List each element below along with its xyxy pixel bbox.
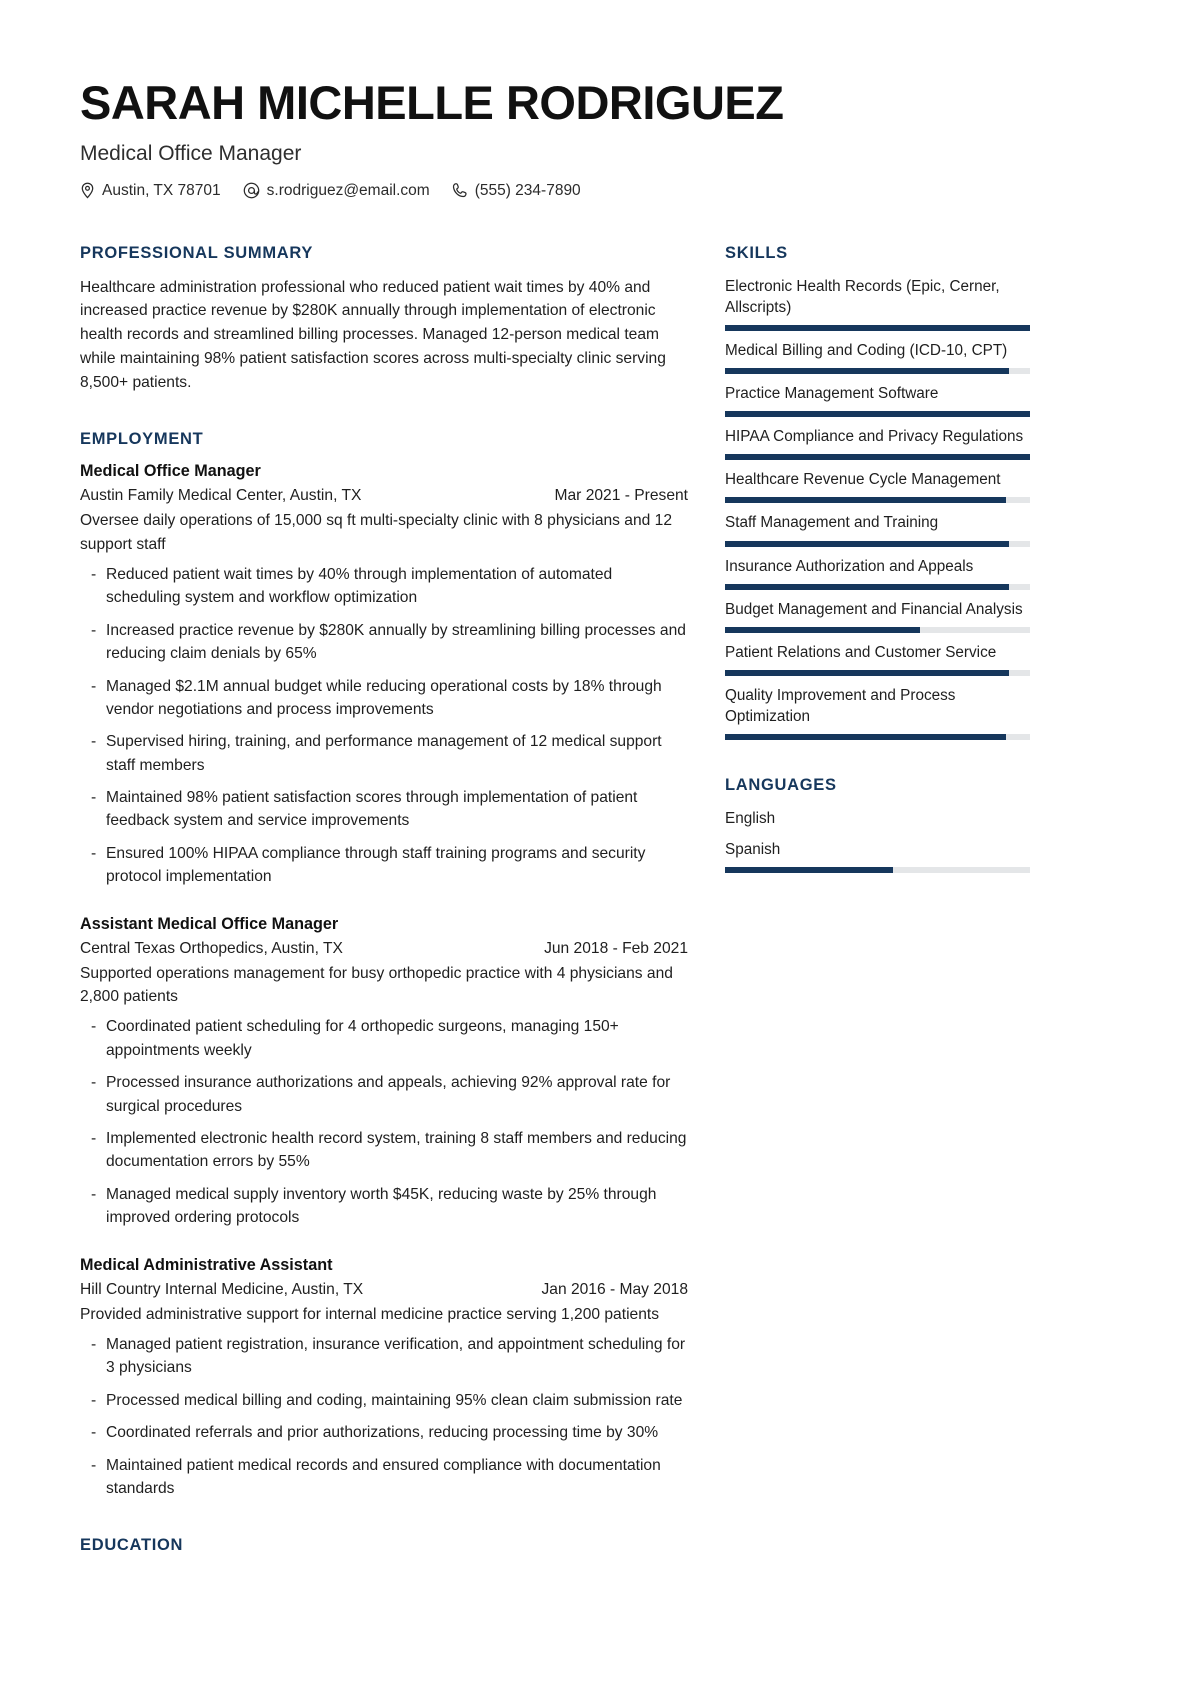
job-description: Supported operations management for busy orthopedic practice with 4 physicians and 2,800 patients [80, 964, 673, 1006]
job-bullets [80, 1333, 688, 1500]
skill-item [725, 599, 1030, 633]
skill-bar-track [725, 411, 1030, 417]
skill-bar-track [725, 454, 1030, 460]
skill-label: Electronic Health Records (Epic, Cerner, Allscripts) [725, 277, 1000, 316]
skill-bar-track [725, 584, 1030, 590]
language-bar-track [725, 867, 1030, 873]
location-text: Austin, TX 78701 [102, 181, 221, 199]
skill-bar-track [725, 670, 1030, 676]
section-education [80, 1536, 688, 1555]
job-description: Provided administrative support for internal medicine practice serving 1,200 patients [80, 1305, 660, 1323]
language-item [725, 808, 1030, 829]
section-professional-summary [80, 244, 688, 394]
location-pin-icon [80, 182, 95, 199]
phone-text: (555) 234-7890 [474, 181, 581, 199]
skill-bar-track [725, 368, 1030, 374]
skill-item [725, 340, 1030, 374]
resume-body [80, 244, 1120, 1592]
job-bullet: - Managed medical supply inventory worth $45K, reducing waste by 25% through improved ordering protocols [80, 1183, 688, 1230]
skill-bar-fill [725, 497, 1006, 503]
contact-location [80, 182, 221, 200]
job-bullet: - Ensured 100% HIPAA compliance through staff training programs and security protocol implementation [80, 842, 688, 889]
skill-bar-fill [725, 584, 1009, 590]
skill-bar-fill [725, 670, 1009, 676]
section-employment [80, 430, 688, 1500]
skill-bar-fill [725, 368, 1009, 374]
job-bullet: - Processed medical billing and coding, maintaining 95% clean claim submission rate [80, 1389, 688, 1412]
summary-text: Healthcare administration professional who reduced patient wait times by 40% and increased practice revenue by $280K annually through implementation of electronic health records and streamlined billing processes. Managed 12-person medical team while maintaining 98% patient satisfaction scores across multi-specialty clinic serving 8,500+ patients. [80, 278, 666, 391]
languages-list [725, 808, 1030, 873]
job-bullet: - Supervised hiring, training, and performance management of 12 medical support staff members [80, 730, 688, 777]
job-bullet: - Processed insurance authorizations and appeals, achieving 92% approval rate for surgical procedures [80, 1071, 688, 1118]
job-bullet: - Coordinated referrals and prior authorizations, reducing processing time by 30% [80, 1421, 688, 1444]
skill-item [725, 383, 1030, 417]
skill-label: Staff Management and Training [725, 514, 939, 532]
skill-bar-track [725, 627, 1030, 633]
skill-bar-track [725, 325, 1030, 331]
contact-phone [452, 182, 581, 200]
skill-bar-fill [725, 627, 920, 633]
job-bullet: - Managed patient registration, insurance verification, and appointment scheduling for 3 physicians [80, 1333, 688, 1380]
skill-label: Budget Management and Financial Analysis [725, 600, 1023, 618]
language-label: English [725, 810, 776, 828]
sidebar-column [725, 244, 1030, 910]
language-bar-fill [725, 867, 893, 873]
phone-icon [452, 182, 468, 199]
contact-email [243, 182, 430, 200]
job-role: Medical Administrative Assistant [80, 1255, 333, 1274]
skills-list [725, 276, 1030, 740]
skill-label: Practice Management Software [725, 385, 939, 403]
skill-item [725, 685, 1030, 740]
skill-bar-track [725, 734, 1030, 740]
skill-bar-track [725, 497, 1030, 503]
summary-heading: PROFESSIONAL SUMMARY [80, 243, 314, 262]
job-role: Assistant Medical Office Manager [80, 914, 339, 933]
section-skills [725, 244, 1030, 740]
skill-label: Insurance Authorization and Appeals [725, 557, 974, 575]
job-company: Central Texas Orthopedics, Austin, TX [80, 939, 343, 957]
job-bullet: - Managed $2.1M annual budget while reducing operational costs by 18% through vendor negotiations and process improvements [80, 675, 688, 722]
candidate-name: SARAH MICHELLE RODRIGUEZ [80, 76, 784, 129]
skill-item [725, 426, 1030, 460]
job-bullets [80, 1015, 688, 1229]
skill-item [725, 276, 1030, 331]
employment-entry [80, 1256, 688, 1501]
email-text: s.rodriguez@email.com [266, 181, 430, 199]
skill-item [725, 512, 1030, 546]
skill-label: HIPAA Compliance and Privacy Regulations [725, 428, 1024, 446]
employment-entry [80, 915, 688, 1230]
candidate-job-title: Medical Office Manager [80, 141, 302, 165]
at-sign-icon [243, 182, 260, 199]
skill-bar-fill [725, 541, 1009, 547]
skill-label: Medical Billing and Coding (ICD-10, CPT) [725, 341, 1008, 359]
job-bullet: - Reduced patient wait times by 40% through implementation of automated scheduling system and workflow optimization [80, 563, 688, 610]
job-company: Hill Country Internal Medicine, Austin, TX [80, 1280, 364, 1298]
language-item [725, 839, 1030, 873]
job-bullet: - Implemented electronic health record system, training 8 staff members and reducing documentation errors by 55% [80, 1127, 688, 1174]
languages-heading: LANGUAGES [725, 776, 837, 795]
skill-label: Quality Improvement and Process Optimization [725, 686, 956, 725]
skill-item [725, 642, 1030, 676]
skill-bar-fill [725, 411, 1030, 417]
job-role: Medical Office Manager [80, 462, 261, 481]
skill-bar-fill [725, 454, 1030, 460]
employment-entry [80, 462, 688, 888]
skill-label: Patient Relations and Customer Service [725, 643, 997, 661]
skill-label: Healthcare Revenue Cycle Management [725, 471, 1001, 489]
contact-row [80, 182, 1120, 200]
job-meta [80, 940, 688, 958]
job-meta [80, 487, 688, 505]
language-label: Spanish [725, 841, 781, 859]
skill-bar-fill [725, 325, 1030, 331]
job-dates: Jan 2016 - May 2018 [541, 1280, 688, 1298]
job-meta [80, 1281, 688, 1299]
job-bullets [80, 563, 688, 889]
job-description: Oversee daily operations of 15,000 sq ft multi-specialty clinic with 8 physicians and 12 support staff [80, 512, 672, 553]
skill-bar-fill [725, 734, 1006, 740]
job-bullet: - Maintained patient medical records and ensured compliance with documentation standards [80, 1454, 688, 1501]
job-bullet: - Coordinated patient scheduling for 4 orthopedic surgeons, managing 150+ appointments weekly [80, 1015, 688, 1062]
job-bullet: - Maintained 98% patient satisfaction scores through implementation of patient feedback system and service improvements [80, 786, 688, 833]
skills-heading: SKILLS [725, 243, 788, 262]
resume-header [80, 78, 1120, 200]
education-heading: EDUCATION [80, 1536, 184, 1555]
skill-bar-track [725, 541, 1030, 547]
section-languages [725, 776, 1030, 873]
employment-heading: EMPLOYMENT [80, 430, 204, 449]
job-company: Austin Family Medical Center, Austin, TX [80, 487, 362, 505]
job-dates: Jun 2018 - Feb 2021 [544, 939, 688, 957]
main-column [80, 244, 688, 1592]
job-bullet: - Increased practice revenue by $280K annually by streamlining billing processes and reducing claim denials by 65% [80, 619, 688, 666]
skill-item [725, 556, 1030, 590]
skill-item [725, 469, 1030, 503]
job-dates: Mar 2021 - Present [554, 487, 688, 505]
